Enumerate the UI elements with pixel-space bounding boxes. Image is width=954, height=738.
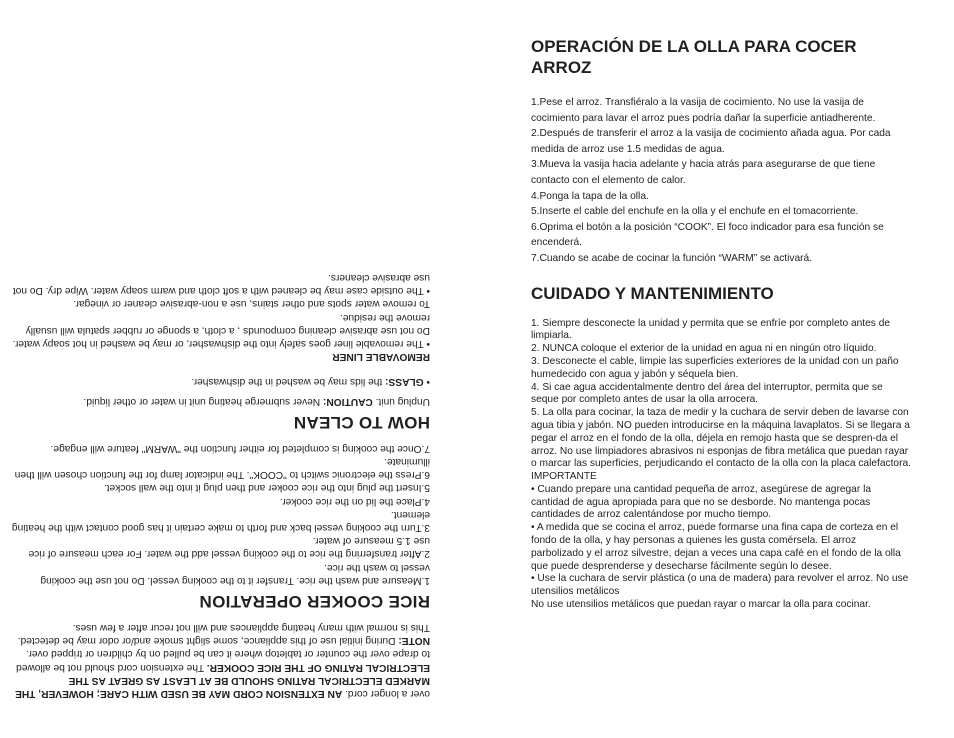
operation-step: 4.Ponga la tapa de la olla. <box>531 190 649 202</box>
liner-item: • The removable liner goes safely into the dishwasher, or may be washed in hot soapy water. Do not use abrasive cleaning compounds , a cloth, a sponge or rubber spatula will usually remove the residue. <box>12 311 430 349</box>
intro-suffix: The extension cord should not be allowed to drape over the counter or tabletop where it can be pulled on by children or tripped over. <box>16 648 430 673</box>
care-item: 4. Si cae agua accidentalmente dentro del área del interruptor, permita que se seque por completo antes de usar la olla arrocera. <box>531 381 883 406</box>
important-label: IMPORTANTE <box>531 471 597 483</box>
liner-item: • The outside case may be cleaned with a soft cloth and warm soapy water. Wipe dry. Do not use abrasive cleaners. <box>12 271 430 297</box>
right-page-content <box>531 36 911 612</box>
care-item: 1. Siempre desconecte la unidad y permita que se enfríe por completo antes de limpiarla. <box>531 317 891 342</box>
left-page-content <box>10 271 430 700</box>
note-paragraph <box>10 621 430 647</box>
rice-step: 6.Press the electronic switch to "COOK". The indicator lamp for the function chosen will then illuminate. <box>14 455 430 481</box>
rice-step: 1.Measure and wash the rice. Transfer it to the cooking vessel. Do not use the cooking vessel to wash the rice. <box>40 561 430 586</box>
operation-step: 7.Cuando se acabe de cocinar la función “WARM” se activará. <box>531 252 813 264</box>
glass-text: the lids may be washed in the dishwasher. <box>191 376 386 388</box>
note-label: NOTE: <box>398 635 430 647</box>
operation-step: 3.Mueva la vasija hacia adelante y hacia atrás para asegurarse de que tiene contacto con el elemento de calor. <box>531 159 876 186</box>
clean-intro <box>10 394 430 407</box>
liner-item: To remove water spots and other stains, use a non-abrasive cleaner or vinegar. <box>73 298 430 310</box>
operation-step: 1.Pese el arroz. Transfiéralo a la vasija de cocimiento. No use la vasija de cocimiento para lavar el arroz pues podría dañar la superficie antiadherente. <box>531 97 876 124</box>
glass-label: GLASS: <box>385 376 424 388</box>
care-item: 3. Desconecte el cable, limpie las superficies exteriores de la unidad con un paño humedecido con agua y jabón y séquela bien. <box>531 355 899 380</box>
care-item: • Use la cuchara de servir plástica (o una de madera) para revolver el arroz. No use utensilios metálicos <box>531 573 909 598</box>
care-item: 5. La olla para cocinar, la taza de medir y la cuchara de servir deben de lavarse con agua tibia y jabón. NO pueden introducirse en la máquina lavaplatos. Si se llegara a pegar el arroz en el fondo de la olla, déjela en remojo hasta que se despren-da el arroz. No use limpiadores abrasivos ni esponjas de fibra metálica que puedan rayar o marcar las superficies, perjudicando el contacto de la olla con la placa calefactora. <box>531 407 911 470</box>
glass-item <box>10 375 430 388</box>
caution-label: CAUTION: <box>322 395 373 407</box>
care-item: No use utensilios metálicos que puedan rayar o marcar la olla para cocinar. <box>531 599 871 611</box>
operation-step: 6.Oprima el botón a la posición “COOK”. El foco indicador para esa función se encenderá. <box>531 221 884 249</box>
care-heading: CUIDADO Y MANTENIMIENTO <box>531 283 774 303</box>
care-item: • A medida que se cocina el arroz, puede formarse una fina capa de corteza en el fondo de la olla, y hay personas a quienes les gusta comérsela. El arroz parbolizado y el arroz silvestre, dejan a veces una capa café en el fondo de la olla que puede desprenderse y desecharse fácilmente según lo desee. <box>531 522 901 572</box>
intro-warning: AN EXTENSION CORD MAY BE USED WITH CARE; HOWEVER, THE MARKED ELECTRICAL RATING SHOULD BE AT LEAST AS GREAT AS THE ELECTRICAL RATING OF THE RICE COOKER. <box>15 661 430 699</box>
rice-step: 4.Place the lid on the rice cooker. <box>279 495 430 507</box>
how-to-clean-heading: HOW TO CLEAN <box>293 412 430 432</box>
right-page <box>477 0 954 738</box>
care-item: 2. NUNCA coloque el exterior de la unidad en agua ni en ningún otro líquido. <box>531 343 877 355</box>
rice-cooker-heading: RICE COOKER OPERATION <box>199 591 430 611</box>
removable-liner-heading: REMOVABLE LINER <box>332 351 430 363</box>
rice-step: 7.Once the cooking is completed for either function the "WARM" feature will engage. <box>50 442 430 454</box>
clean-intro-prefix: Unplug unit. <box>372 395 430 407</box>
rice-step: 2.After transferring the rice to the cooking vessel add the water. For each measure of rice use 1.5 measure of water. <box>28 535 430 560</box>
operation-heading: OPERACIÓN DE LA OLLA PARA COCER ARROZ <box>531 37 857 77</box>
note-text: During initial use of this appliance, some slight smoke and/or odor may be detected. This is normal with many heating appliances and will not recur after a few uses. <box>17 621 430 647</box>
bullet: • <box>423 376 430 388</box>
rice-step: 3.Turn the cooking vessel back and forth to make certain it has good contact with the heating element. <box>11 508 430 533</box>
operation-step: 5.Inserte el cable del enchufe en la olla y el enchufe en el tomacorriente. <box>531 206 859 218</box>
extension-cord-paragraph <box>10 647 430 700</box>
operation-step: 2.Después de transferir el arroz a la vasija de cocimiento añada agua. Por cada medida de arroz use 1.5 medidas de agua. <box>531 128 891 155</box>
intro-prefix: over a longer cord. <box>342 688 430 699</box>
care-item: • Cuando prepare una cantidad pequeña de arroz, asegúrese de agregar la cantidad de agua apropiada para que no se desborde. No mantenga pocas cantidades de arroz calentándose por mucho tiempo. <box>531 483 871 521</box>
clean-intro-suffix: Never submerge heating unit in water or other liquid. <box>83 395 323 407</box>
rice-step: 5.Insert the plug into the rice cooker and then plug it into the wall socket. <box>103 482 430 494</box>
